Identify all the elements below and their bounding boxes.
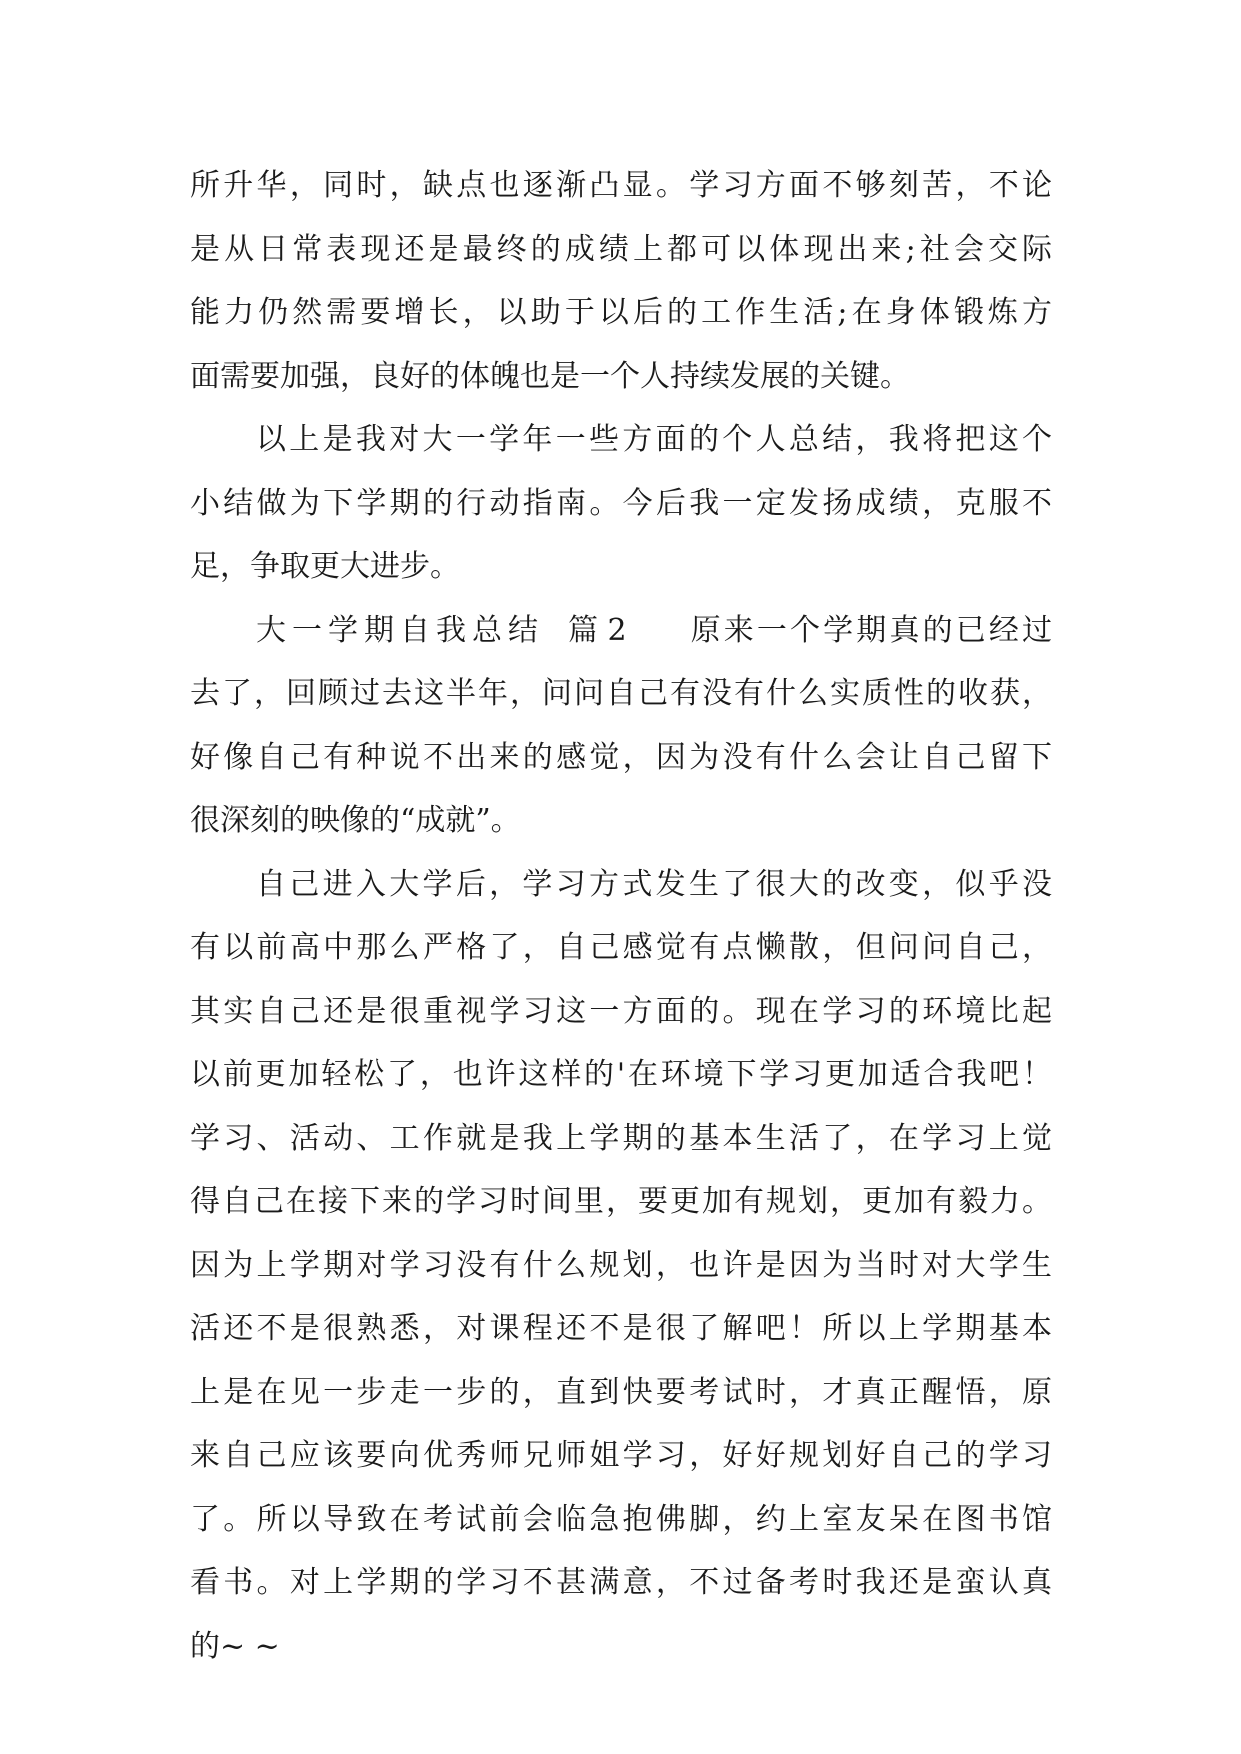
text-line: 足，争取更大进步。	[190, 549, 460, 584]
text-line: 学习、活动、工作就是我上学期的基本生活了，在学习上觉	[190, 1120, 1052, 1156]
section-heading-line	[190, 599, 1052, 663]
text-line: 面需要加强，良好的体魄也是一个人持续发展的关键。	[190, 358, 910, 394]
paragraph-first-line: 以上是我对大一学年一些方面的个人总结，我将把这个	[256, 422, 1052, 457]
text-line: 有以前高中那么严格了，自己感觉有点懒散，但问问自己，	[190, 930, 1052, 965]
text-line: 小结做为下学期的行动指南。今后我一定发扬成绩，克服不	[190, 485, 1052, 521]
text-line: 来自己应该要向优秀师兄师姐学习，好好规划好自己的学习	[190, 1438, 1052, 1473]
text-line: 看书。对上学期的学习不甚满意，不过备考时我还是蛮认真	[190, 1565, 1052, 1600]
text-line: 是从日常表现还是最终的成绩上都可以体现出来;社会交际	[190, 231, 1052, 267]
text-line: 好像自己有种说不出来的感觉，因为没有什么会让自己留下	[190, 739, 1052, 775]
text-line: 上是在见一步走一步的，直到快要考试时，才真正醒悟，原	[190, 1374, 1052, 1410]
text-line: 去了，回顾过去这半年，问问自己有没有什么实质性的收获，	[190, 676, 1052, 711]
text-line: 其实自己还是很重视学习这一方面的。现在学习的环境比起	[190, 993, 1052, 1029]
text-line: 因为上学期对学习没有什么规划，也许是因为当时对大学生	[190, 1247, 1052, 1283]
text-line: 的~ ~	[190, 1628, 280, 1664]
section-heading-title: 大一学期自我总结	[256, 612, 544, 648]
text-line: 很深刻的映像的“成就”。	[190, 803, 521, 838]
text-line: 得自己在接下来的学习时间里，要更加有规划，更加有毅力。	[190, 1184, 1052, 1219]
text-line: 以前更加轻松了，也许这样的'在环境下学习更加适合我吧！	[190, 1057, 1052, 1092]
document-body	[190, 154, 1052, 1678]
paragraph-first-line: 自己进入大学后，学习方式发生了很大的改变，似乎没	[256, 866, 1052, 902]
paragraph-first-line: 原来一个学期真的已经过	[690, 612, 1052, 648]
text-line: 所升华，同时，缺点也逐渐凸显。学习方面不够刻苦，不论	[190, 168, 1052, 203]
text-line: 能力仍然需要增长，以助于以后的工作生活;在身体锻炼方	[190, 295, 1052, 330]
text-line: 了。所以导致在考试前会临急抱佛脚，约上室友呆在图书馆	[190, 1501, 1052, 1537]
text-line: 活还不是很熟悉，对课程还不是很了解吧！所以上学期基本	[190, 1311, 1052, 1346]
section-heading-number: 篇 2	[568, 612, 627, 648]
